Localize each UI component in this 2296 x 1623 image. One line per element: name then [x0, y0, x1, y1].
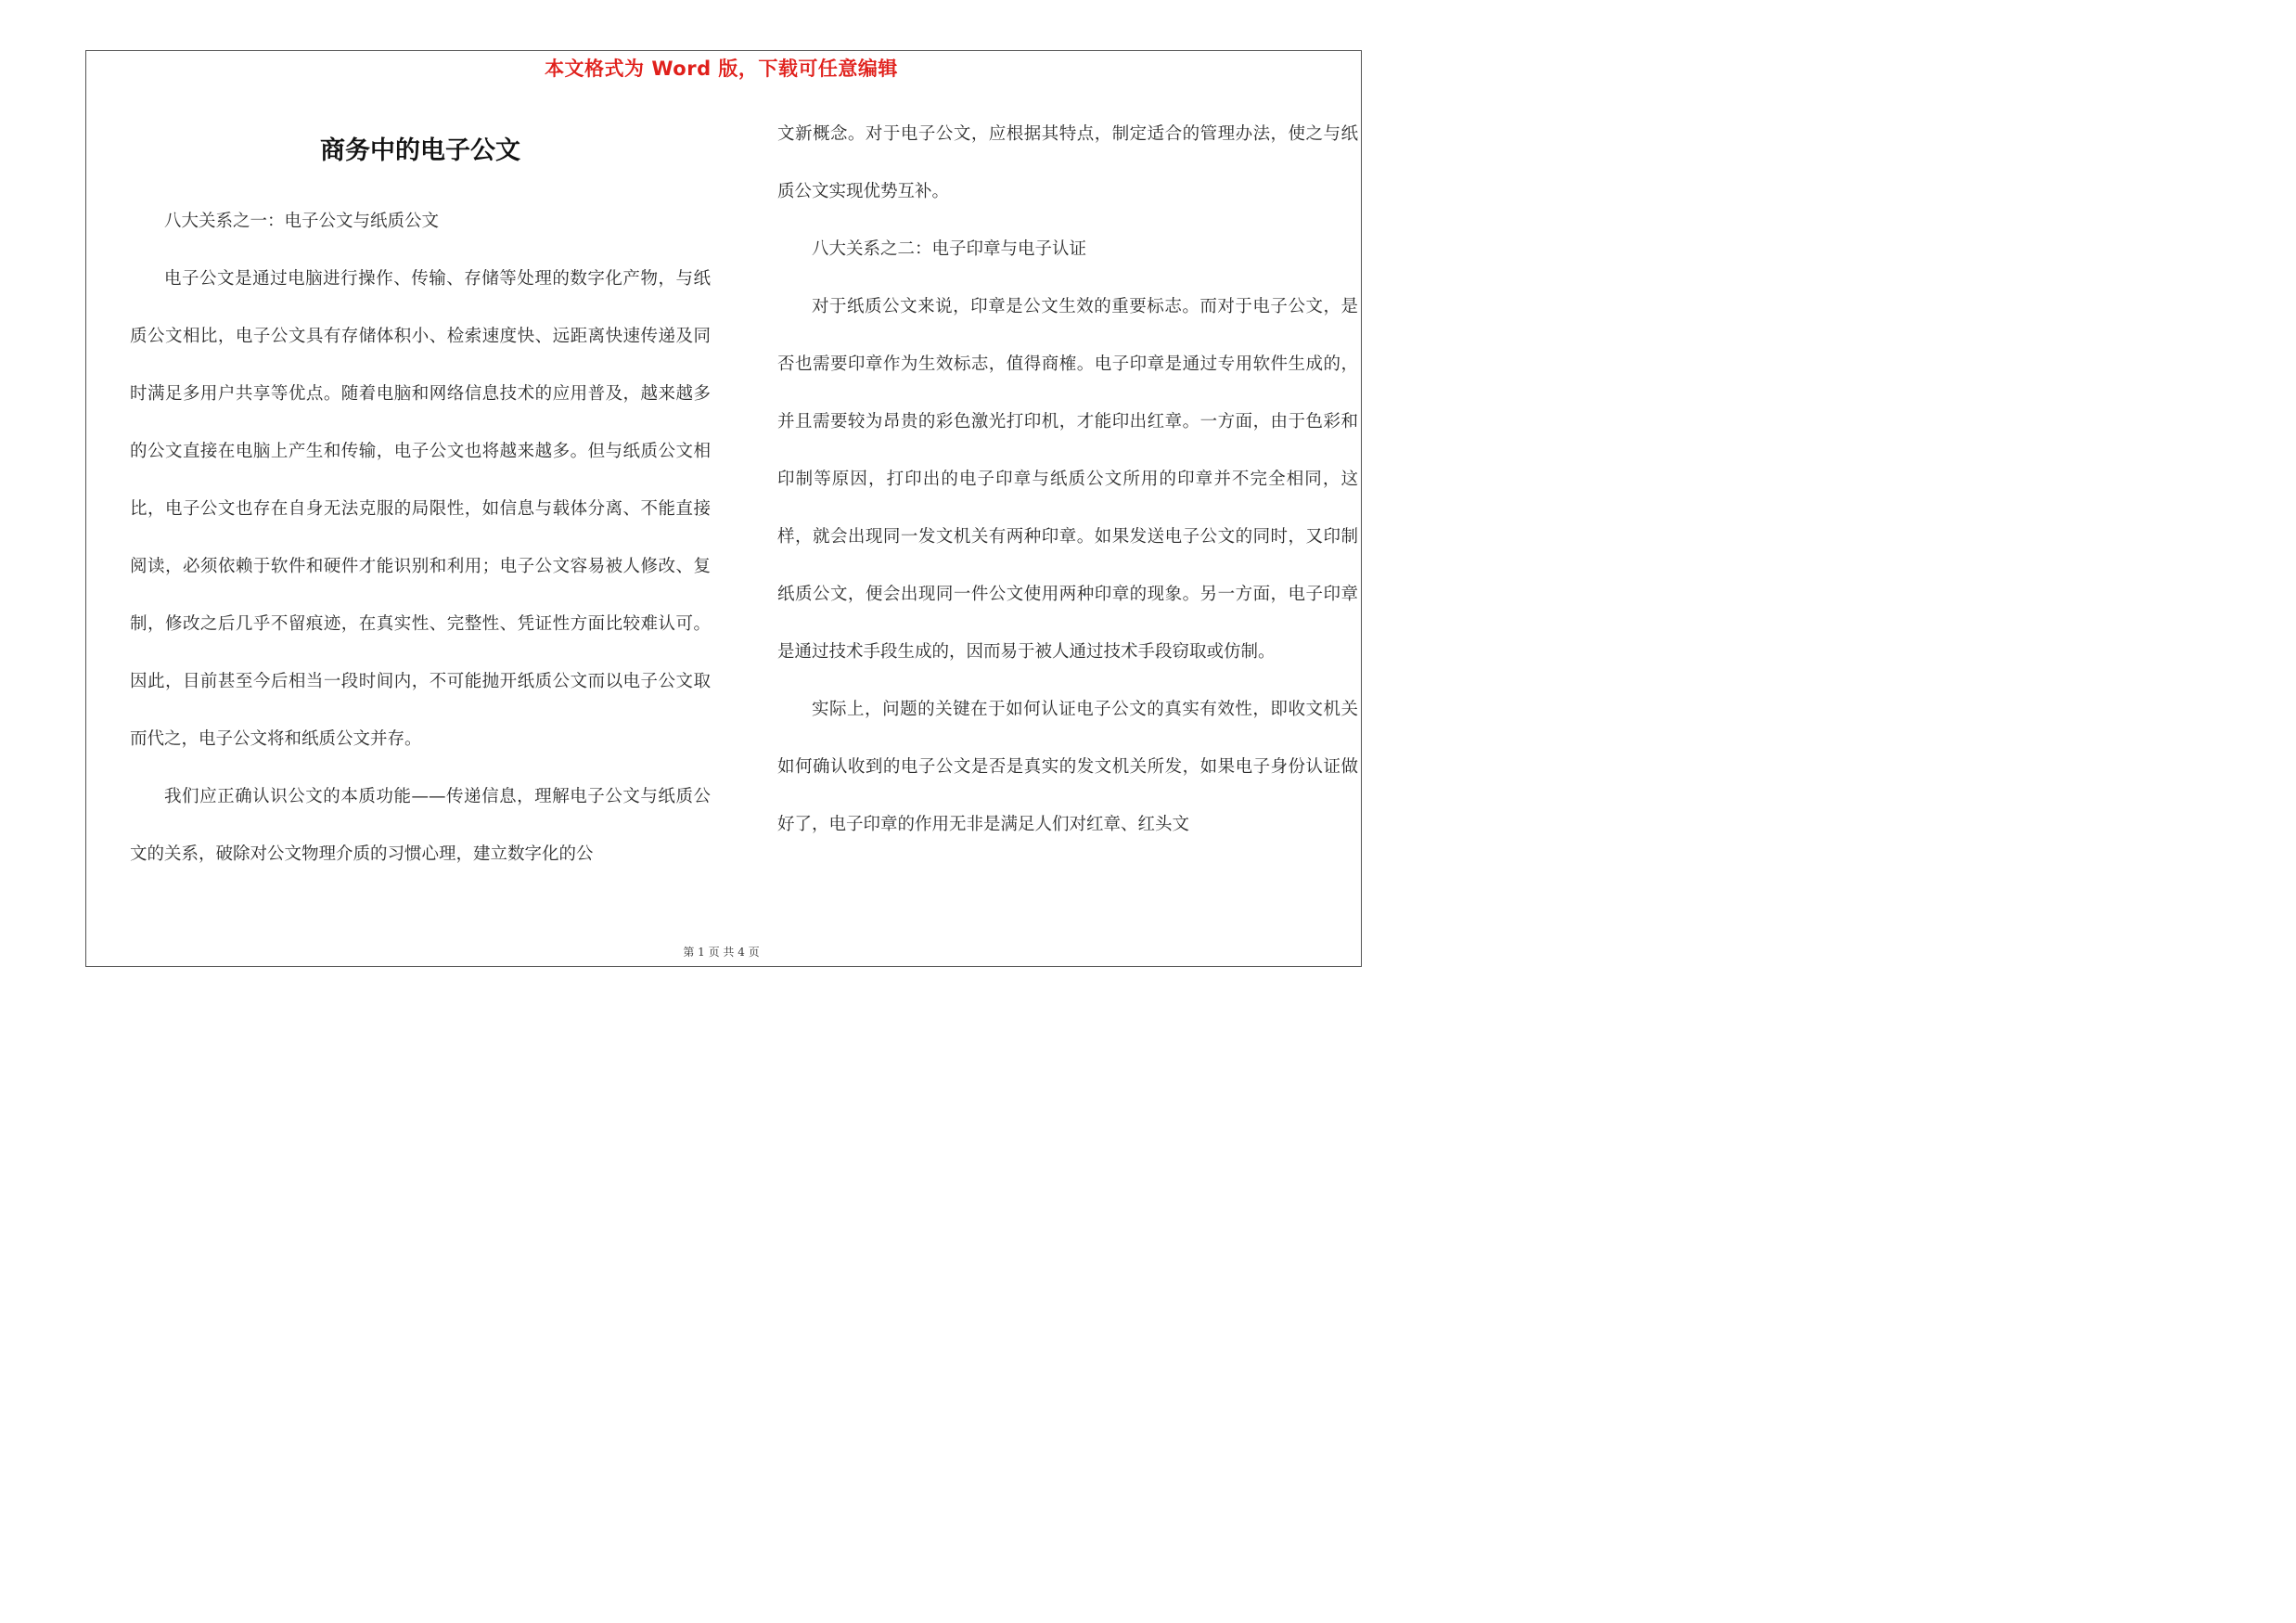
body-paragraph: 我们应正确认识公文的本质功能——传递信息，理解电子公文与纸质公文的关系，破除对公文物理介质的习惯心理，建立数字化的公	[130, 787, 711, 864]
body-paragraph: 电子公文是通过电脑进行操作、传输、存储等处理的数字化产物，与纸质公文相比，电子公文具有存储体积小、检索速度快、远距离快速传递及同时满足多用户共享等优点。随着电脑和网络信息技术的应用普及，越来越多的公文直接在电脑上产生和传输，电子公文也将越来越多。但与纸质公文相比，电子公文也存在自身无法克服的局限性，如信息与载体分离、不能直接阅读，必须依赖于软件和硬件才能识别和利用；电子公文容易被人修改、复制，修改之后几乎不留痕迹，在真实性、完整性、凭证性方面比较难认可。因此，目前甚至今后相当一段时间内，不可能抛开纸质公文而以电子公文取而代之，电子公文将和纸质公文并存。	[130, 269, 711, 749]
section-heading: 八大关系之一：电子公文与纸质公文	[164, 212, 440, 231]
right-column	[777, 106, 1358, 854]
word-format-banner: 本文格式为 Word 版，下载可任意编辑	[545, 58, 898, 80]
document-title: 商务中的电子公文	[320, 136, 520, 165]
section-heading: 八大关系之二：电子印章与电子认证	[812, 239, 1087, 259]
body-paragraph-continued: 文新概念。对于电子公文，应根据其特点，制定适合的管理办法，使之与纸质公文实现优势互补。	[777, 124, 1358, 201]
body-paragraph: 对于纸质公文来说，印章是公文生效的重要标志。而对于电子公文，是否也需要印章作为生效标志，值得商榷。电子印章是通过专用软件生成的，并且需要较为昂贵的彩色激光打印机，才能印出红章。一方面，由于色彩和印制等原因，打印出的电子印章与纸质公文所用的印章并不完全相同，这样，就会出现同一发文机关有两种印章。如果发送电子公文的同时，又印制纸质公文，便会出现同一件公文使用两种印章的现象。另一方面，电子印章是通过技术手段生成的，因而易于被人通过技术手段窃取或仿制。	[777, 297, 1358, 662]
body-paragraph: 实际上，问题的关键在于如何认证电子公文的真实有效性，即收文机关如何确认收到的电子公文是否是真实的发文机关所发，如果电子身份认证做好了，电子印章的作用无非是满足人们对红章、红头文	[777, 700, 1358, 834]
page-number-footer: 第 1 页 共 4 页	[683, 946, 760, 959]
left-column	[130, 193, 711, 883]
